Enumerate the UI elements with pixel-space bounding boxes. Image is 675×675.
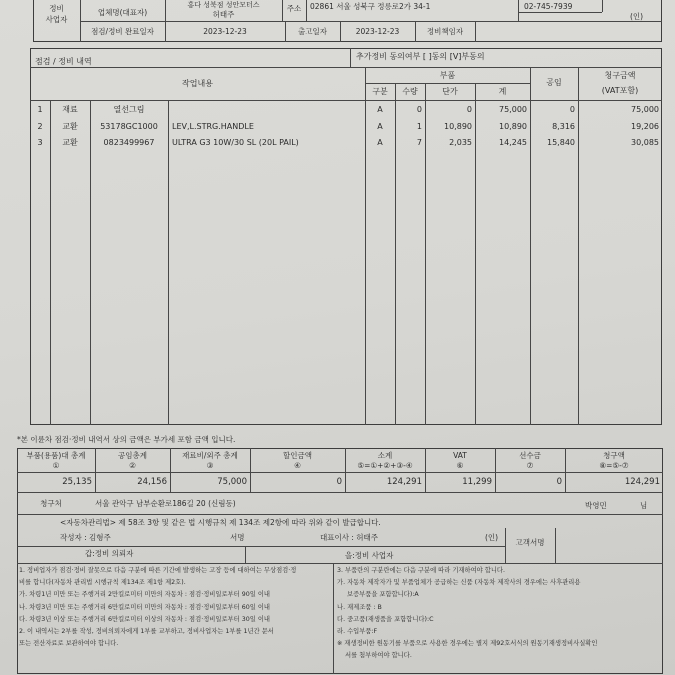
divider <box>30 67 662 68</box>
table-row-subtotal: 75,000 <box>499 105 527 114</box>
divider <box>530 67 531 425</box>
summary-value: 75,000 <box>217 477 247 487</box>
table-row-labor: 15,840 <box>547 138 575 147</box>
summary-value: 124,291 <box>624 477 660 487</box>
summary-label: 선수금 <box>519 451 541 460</box>
summary-value: 0 <box>556 477 562 487</box>
table-row-no: 2 <box>37 122 43 131</box>
divider <box>518 12 602 13</box>
divider <box>50 100 51 425</box>
summary-formula: ⑦ <box>526 461 534 470</box>
summary-formula: ⑧=⑤-⑦ <box>599 461 629 470</box>
divider <box>365 83 530 84</box>
table-row-type: A <box>377 105 383 114</box>
divider <box>17 546 505 547</box>
party-b-label: 을:정비 사업자 <box>345 551 394 560</box>
business-seal: (인) <box>630 12 644 21</box>
customer-name: 박영민 <box>585 501 607 510</box>
billing-label: 청구처 <box>40 499 62 508</box>
summary-value: 0 <box>336 477 342 487</box>
divider <box>518 0 519 21</box>
manager-label: 정비책임자 <box>426 27 464 36</box>
divider <box>80 21 662 22</box>
issuance-statement: <자동차관리법> 제 58조 3항 및 같은 법 시행규칙 제 134조 제2항에 따라 위와 같이 발급합니다. <box>60 518 381 527</box>
divider <box>578 67 579 425</box>
table-row-unit-price: 10,890 <box>444 122 472 131</box>
header-type: 구분 <box>372 87 388 96</box>
divider <box>475 83 476 425</box>
divider <box>17 492 663 493</box>
representative-name: 허태주 <box>212 10 235 19</box>
table-row-labor: 8,316 <box>552 122 575 131</box>
table-row-subtotal: 14,245 <box>499 138 527 147</box>
summary-label: 청구액 <box>603 451 625 460</box>
summary-label: 소계 <box>377 451 393 460</box>
note-line: 서를 첨부하여야 합니다. <box>345 652 412 660</box>
table-row-qty: 0 <box>416 105 422 114</box>
divider <box>602 0 603 12</box>
divider <box>306 0 307 21</box>
header-vat-included: (VAT포함) <box>601 86 639 95</box>
divider <box>168 100 169 425</box>
divider <box>425 83 426 425</box>
note-line: ※ 재생정비한 원동기를 부품으로 사용한 경우에는 별지 제92호서식의 원동기재생정비사실확인 <box>337 640 598 648</box>
note-line: 보증부품을 포함합니다):A <box>347 591 419 599</box>
divider <box>17 514 663 515</box>
table-row-qty: 1 <box>416 122 422 131</box>
business-label: 사업자 <box>45 15 68 24</box>
summary-value: 24,156 <box>137 477 167 487</box>
header-subtotal: 계 <box>498 87 507 96</box>
summary-value: 25,135 <box>62 477 92 487</box>
billing-address: 서울 관악구 남부순환로186길 20 (신림동) <box>95 499 236 508</box>
ceo-seal: (인) <box>485 533 499 542</box>
divider <box>245 546 246 563</box>
divider <box>90 100 91 425</box>
header-unit-price: 단가 <box>442 87 458 96</box>
table-row-work: 교환 <box>62 138 78 147</box>
table-row-qty: 7 <box>416 138 422 147</box>
note-line: 다. 중고품(재생품을 포함합니다):C <box>337 615 434 623</box>
note-line: 비를 합니다(자동차 관리법 시행규칙 제134조 제1항 제2호). <box>19 579 186 587</box>
summary-formula: ② <box>129 461 136 470</box>
completion-date-label: 점검/정비 완료일자 <box>91 27 154 36</box>
divider <box>555 528 556 563</box>
table-row-no: 3 <box>37 138 43 147</box>
divider <box>333 563 334 674</box>
table-row-name: LEV,L.STRG.HANDLE <box>172 122 254 131</box>
table-row-part-no: 53178GC1000 <box>100 122 158 131</box>
address-label: 주소 <box>286 4 302 13</box>
parts-classification-notes <box>337 565 661 663</box>
header-labor: 공임 <box>546 78 562 87</box>
customer-honorific: 님 <box>640 501 648 510</box>
table-row-billed: 75,000 <box>631 105 659 114</box>
note-line: 나. 재제조품 : B <box>337 603 382 611</box>
divider <box>350 48 351 67</box>
table-row-name: ULTRA G3 10W/30 SL (20L PAIL) <box>172 138 299 147</box>
header-billed: 청구금액 <box>604 71 636 80</box>
table-row-work: 재료 <box>62 105 78 114</box>
divider <box>475 21 476 42</box>
business-label: 정비 <box>49 4 64 13</box>
release-date: 2023-12-23 <box>355 27 400 36</box>
business-address: 02861 서울 성북구 정릉로2가 34-1 <box>310 2 431 11</box>
summary-label: 재료비/외주 총계 <box>182 451 238 460</box>
ceo: 대표이사 : 허태주 <box>320 533 379 542</box>
divider <box>395 83 396 425</box>
summary-label: 할인금액 <box>283 451 312 460</box>
note-line: 라. 수입부품:F <box>337 628 378 636</box>
table-row-part-no: 0823499967 <box>103 138 155 147</box>
note-line: 나. 차령3년 미만 또는 주행거리 6만킬로미터 미만의 자동차 : 점검·정비일로부터 60일 이내 <box>19 603 270 611</box>
author: 작성자 : 김형주 <box>60 533 111 542</box>
table-row-subtotal: 10,890 <box>499 122 527 131</box>
summary-label: 부품(용품)대 총계 <box>26 451 86 460</box>
note-line: 가. 차령1년 미만 또는 주행거리 2만킬로미터 미만의 자동차 : 점검·정비일로부터 90일 이내 <box>19 591 270 599</box>
note-line: 2. 이 내역서는 2부를 작성, 정비의뢰자에게 1부를 교부하고, 정비사업자는 1부를 1년간 문서 <box>19 628 274 636</box>
table-row-type: A <box>377 138 383 147</box>
table-row-work: 교환 <box>62 122 78 131</box>
divider <box>17 472 663 473</box>
table-row-unit-price: 2,035 <box>449 138 472 147</box>
completion-date: 2023-12-23 <box>203 27 247 36</box>
party-a-label: 갑:정비 의뢰자 <box>85 549 134 558</box>
company-label: 업체명(대표자) <box>97 8 148 17</box>
summary-label: VAT <box>453 451 467 460</box>
summary-formula: ① <box>52 461 60 470</box>
summary-label: 공임총계 <box>118 451 147 460</box>
table-row-billed: 19,206 <box>631 122 659 131</box>
warranty-notes <box>19 565 331 650</box>
vat-note: *본 이륜차 점검·정비 내역서 상의 금액은 부가세 포함 금액 입니다. <box>17 435 236 444</box>
note-line: 3. 부품란의 구분란에는 다음 구분에 따라 기재하여야 합니다. <box>337 567 506 574</box>
details-title: 점검 / 정비 내역 <box>35 57 92 66</box>
summary-formula: ⑤=①+②+③-④ <box>357 461 413 470</box>
header-parts: 부품 <box>439 71 456 80</box>
header-qty: 수량 <box>402 87 418 96</box>
note-line: 가. 자동차 제작자가 및 부품업체가 공급하는 신품 (자동차 제작사의 경우에는 사후관리용 <box>337 579 581 587</box>
additional-work-consent: 추가정비 동의여부 [ ]동의 [V]부동의 <box>356 52 485 61</box>
summary-formula: ⑥ <box>456 461 464 470</box>
note-line: 다. 차령3년 이상 또는 주행거리 6만킬로미터 이상의 자동차 : 점검·정비일로부터 30일 이내 <box>19 615 270 623</box>
author-sign-label: 서명 <box>230 533 245 542</box>
business-phone: 02-745-7939 <box>524 2 573 11</box>
table-row-no: 1 <box>37 105 43 114</box>
note-line: 또는 전산자료로 보관하여야 합니다. <box>19 640 119 648</box>
table-row-billed: 30,085 <box>631 138 659 147</box>
header-work: 작업내용 <box>182 79 213 88</box>
divider <box>365 67 366 425</box>
summary-formula: ④ <box>294 461 301 470</box>
table-row-type: A <box>377 122 383 131</box>
table-row-unit-price: 0 <box>466 105 472 114</box>
company-name: 홍다 성북점 성안모터스 <box>187 1 260 9</box>
summary-value: 124,291 <box>386 477 422 487</box>
customer-signature-label: 고객서명 <box>515 538 545 547</box>
summary-formula: ③ <box>206 461 214 470</box>
table-row-labor: 0 <box>569 105 575 114</box>
table-row-part-no: 열선그림 <box>113 105 145 114</box>
note-line: 1. 정비업자가 점검·정비 잘못으로 다음 구분에 따른 기간에 발생하는 고장 등에 대하여는 무상점검·정 <box>19 567 297 574</box>
divider <box>30 100 662 101</box>
divider <box>17 563 663 564</box>
release-date-label: 출고일자 <box>298 27 327 36</box>
summary-value: 11,299 <box>462 477 492 487</box>
